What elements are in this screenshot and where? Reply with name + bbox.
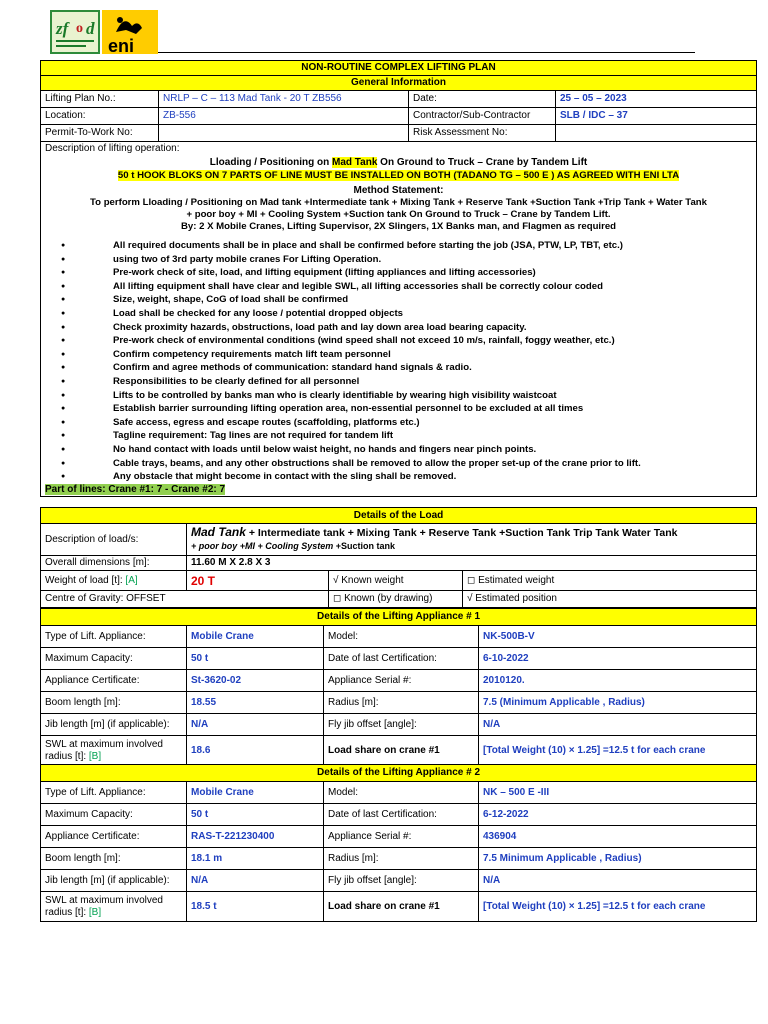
cert-label: Appliance Certificate: bbox=[41, 826, 187, 848]
method-line-3: By: 2 X Mobile Cranes, Lifting Supervisor, 2X Slingers, 1X Banks man, and Flagmen as required bbox=[180, 221, 617, 232]
list-item: ● Establish barrier surrounding lifting operation area, non-essential personnel to be excluded at all times bbox=[41, 402, 756, 416]
share-label: Load share on crane #1 bbox=[324, 736, 479, 766]
known-weight: √ Known weight bbox=[329, 571, 463, 591]
jib-label: Jib length [m] (if applicable): bbox=[41, 870, 187, 892]
serial-label: Appliance Serial #: bbox=[324, 826, 479, 848]
list-item: ● All lifting equipment shall have clear and legible SWL, all lifting accessories shall be correctly colour coded bbox=[41, 280, 756, 294]
radius-value: 7.5 Minimum Applicable , Radius) bbox=[479, 848, 757, 870]
contractor-label: Contractor/Sub-Contractor bbox=[409, 108, 556, 125]
appliance-1-table bbox=[40, 608, 757, 766]
general-info-table bbox=[40, 60, 757, 497]
fly-label: Fly jib offset [angle]: bbox=[324, 870, 479, 892]
list-item: ● Responsibilities to be clearly defined for all personnel bbox=[41, 375, 756, 389]
list-item: ● Check proximity hazards, obstructions, load path and lay down area load bearing capacity. bbox=[41, 321, 756, 335]
desc-op-highlight: Mad Tank bbox=[332, 157, 378, 168]
list-item: ● Pre-work check of environmental conditions (wind speed shall not exceed 10 m/s, rainfall, foggy weather, etc.) bbox=[41, 334, 756, 348]
list-item: ● Pre-work check of site, load, and lifting equipment (lifting appliances and lifting accessories) bbox=[41, 266, 756, 280]
boom-value: 18.55 bbox=[187, 692, 324, 714]
boom-label: Boom length [m]: bbox=[41, 848, 187, 870]
list-item: ● Any obstacle that might become in contact with the sling shall be removed. bbox=[41, 470, 756, 484]
svg-text:eni: eni bbox=[108, 36, 135, 54]
load-desc-label: Description of load/s: bbox=[41, 524, 187, 556]
serial-label: Appliance Serial #: bbox=[324, 670, 479, 692]
method-line-2: + poor boy + MI + Cooling System +Suction tank On Ground to Truck – Crane by Tandem Lift. bbox=[186, 209, 611, 220]
swl-value: 18.5 t bbox=[187, 892, 324, 922]
boom-value: 18.1 m bbox=[187, 848, 324, 870]
lastcert-value: 6-10-2022 bbox=[479, 648, 757, 670]
cert-value: St-3620-02 bbox=[187, 670, 324, 692]
model-value: NK – 500 E -III bbox=[479, 782, 757, 804]
model-label: Model: bbox=[324, 626, 479, 648]
list-item: ● Load shall be checked for any loose / potential dropped objects bbox=[41, 307, 756, 321]
list-item: ● Tagline requirement: Tag lines are not required for tandem lift bbox=[41, 429, 756, 443]
lastcert-label: Date of last Certification: bbox=[324, 648, 479, 670]
appliance-1-header: Details of the Lifting Appliance # 1 bbox=[41, 609, 757, 626]
dims-value: 11.60 M X 2.8 X 3 bbox=[187, 556, 757, 571]
plan-title: NON-ROUTINE COMPLEX LIFTING PLAN bbox=[41, 61, 757, 76]
date-value: 25 – 05 – 2023 bbox=[556, 91, 757, 108]
jib-value: N/A bbox=[187, 714, 324, 736]
desc-op-label: Description of lifting operation: bbox=[45, 143, 180, 154]
lastcert-value: 6-12-2022 bbox=[479, 804, 757, 826]
list-item: ● Lifts to be controlled by banks man who is clearly identifiable by wearing high visibility waistcoat bbox=[41, 389, 756, 403]
radius-label: Radius [m]: bbox=[324, 848, 479, 870]
list-item: ● Cable trays, beams, and any other obstructions shall be removed to allow the proper set-up of the crane prior to lift. bbox=[41, 457, 756, 471]
jib-label: Jib length [m] (if applicable): bbox=[41, 714, 187, 736]
cert-value: RAS-T-221230400 bbox=[187, 826, 324, 848]
model-value: NK-500B-V bbox=[479, 626, 757, 648]
maxcap-value: 50 t bbox=[187, 648, 324, 670]
list-item: ● All required documents shall be in place and shall be confirmed before starting the job (JSA, PTW, LP, TBT, etc.) bbox=[41, 239, 756, 253]
location-label: Location: bbox=[41, 108, 159, 125]
lastcert-label: Date of last Certification: bbox=[324, 804, 479, 826]
svg-text:zf: zf bbox=[56, 19, 69, 38]
method-header: Method Statement: bbox=[353, 185, 444, 196]
header-rule bbox=[158, 52, 695, 53]
estimated-position: √ Estimated position bbox=[463, 591, 757, 608]
fly-label: Fly jib offset [angle]: bbox=[324, 714, 479, 736]
ptw-value bbox=[159, 125, 409, 142]
known-by-drawing: ◻ Known (by drawing) bbox=[329, 591, 463, 608]
location-value: ZB-556 bbox=[159, 108, 409, 125]
company-logos bbox=[50, 10, 158, 54]
estimated-weight: ◻ Estimated weight bbox=[463, 571, 757, 591]
weight-label: Weight of load [t]: [A] bbox=[41, 571, 187, 591]
method-section bbox=[41, 142, 757, 497]
load-desc-value: Mad Tank + Intermediate tank + Mixing Tank + Reserve Tank +Suction Tank Trip Tank Water Tank + poor boy +MI + Cooling System +Suction tank bbox=[187, 524, 757, 556]
method-bullets bbox=[41, 239, 756, 484]
share-value: [Total Weight (10) × 1.25] =12.5 t for each crane bbox=[479, 892, 757, 922]
desc-op-line: Lloading / Positioning on Mad Tank On Ground to Truck – Crane by Tandem Lift bbox=[209, 157, 588, 168]
load-header: Details of the Load bbox=[41, 508, 757, 524]
serial-value: 2010120. bbox=[479, 670, 757, 692]
parts-of-lines: Part of lines: Crane #1: 7 - Crane #2: 7 bbox=[45, 483, 226, 495]
lifting-plan-value: NRLP – C – 113 Mad Tank - 20 T ZB556 bbox=[159, 91, 409, 108]
list-item: ● Confirm and agree methods of communication: standard hand signals & radio. bbox=[41, 361, 756, 375]
ptw-label: Permit-To-Work No: bbox=[41, 125, 159, 142]
radius-label: Radius [m]: bbox=[324, 692, 479, 714]
risk-label: Risk Assessment No: bbox=[409, 125, 556, 142]
maxcap-label: Maximum Capacity: bbox=[41, 804, 187, 826]
appliance-2-table bbox=[40, 764, 757, 922]
date-label: Date: bbox=[409, 91, 556, 108]
type-value: Mobile Crane bbox=[187, 782, 324, 804]
hook-note: 50 t HOOK BLOKS ON 7 PARTS OF LINE MUST BE INSTALLED ON BOTH (TADANO TG – 500 E ) AS AGREED WITH ENI LTA bbox=[117, 170, 680, 181]
risk-value bbox=[556, 125, 757, 142]
radius-value: 7.5 (Minimum Applicable , Radius) bbox=[479, 692, 757, 714]
load-table bbox=[40, 507, 757, 608]
share-label: Load share on crane #1 bbox=[324, 892, 479, 922]
method-line-1: To perform Lloading / Positioning on Mad tank +Intermediate tank + Mixing Tank + Reserve Tank +Suction Tank +Trip Tank + Water Tank bbox=[90, 197, 707, 208]
jib-value: N/A bbox=[187, 870, 324, 892]
share-value: [Total Weight (10) × 1.25] =12.5 t for each crane bbox=[479, 736, 757, 766]
swl-label: SWL at maximum involved radius [t]: [B] bbox=[41, 892, 187, 922]
serial-value: 436904 bbox=[479, 826, 757, 848]
list-item: ● using two of 3rd party mobile cranes For Lifting Operation. bbox=[41, 253, 756, 267]
dims-label: Overall dimensions [m]: bbox=[41, 556, 187, 571]
svg-text:d: d bbox=[86, 19, 95, 38]
swl-value: 18.6 bbox=[187, 736, 324, 766]
type-label: Type of Lift. Appliance: bbox=[41, 626, 187, 648]
boom-label: Boom length [m]: bbox=[41, 692, 187, 714]
list-item: ● Size, weight, shape, CoG of load shall be confirmed bbox=[41, 293, 756, 307]
type-label: Type of Lift. Appliance: bbox=[41, 782, 187, 804]
model-label: Model: bbox=[324, 782, 479, 804]
cert-label: Appliance Certificate: bbox=[41, 670, 187, 692]
svg-text:o: o bbox=[76, 21, 83, 36]
type-value: Mobile Crane bbox=[187, 626, 324, 648]
weight-value: 20 T bbox=[187, 571, 329, 591]
swl-label: SWL at maximum involved radius [t]: [B] bbox=[41, 736, 187, 766]
lifting-plan-label: Lifting Plan No.: bbox=[41, 91, 159, 108]
list-item: ● Safe access, egress and escape routes (scaffolding, platforms etc.) bbox=[41, 416, 756, 430]
list-item: ● Confirm competency requirements match lift team personnel bbox=[41, 348, 756, 362]
fly-value: N/A bbox=[479, 714, 757, 736]
list-item: ● No hand contact with loads until below waist height, no hands and fingers near pinch points. bbox=[41, 443, 756, 457]
contractor-value: SLB / IDC – 37 bbox=[556, 108, 757, 125]
general-header: General Information bbox=[41, 76, 757, 91]
fly-value: N/A bbox=[479, 870, 757, 892]
maxcap-label: Maximum Capacity: bbox=[41, 648, 187, 670]
appliance-2-header: Details of the Lifting Appliance # 2 bbox=[41, 765, 757, 782]
maxcap-value: 50 t bbox=[187, 804, 324, 826]
cog-label: Centre of Gravity: OFFSET bbox=[41, 591, 329, 608]
